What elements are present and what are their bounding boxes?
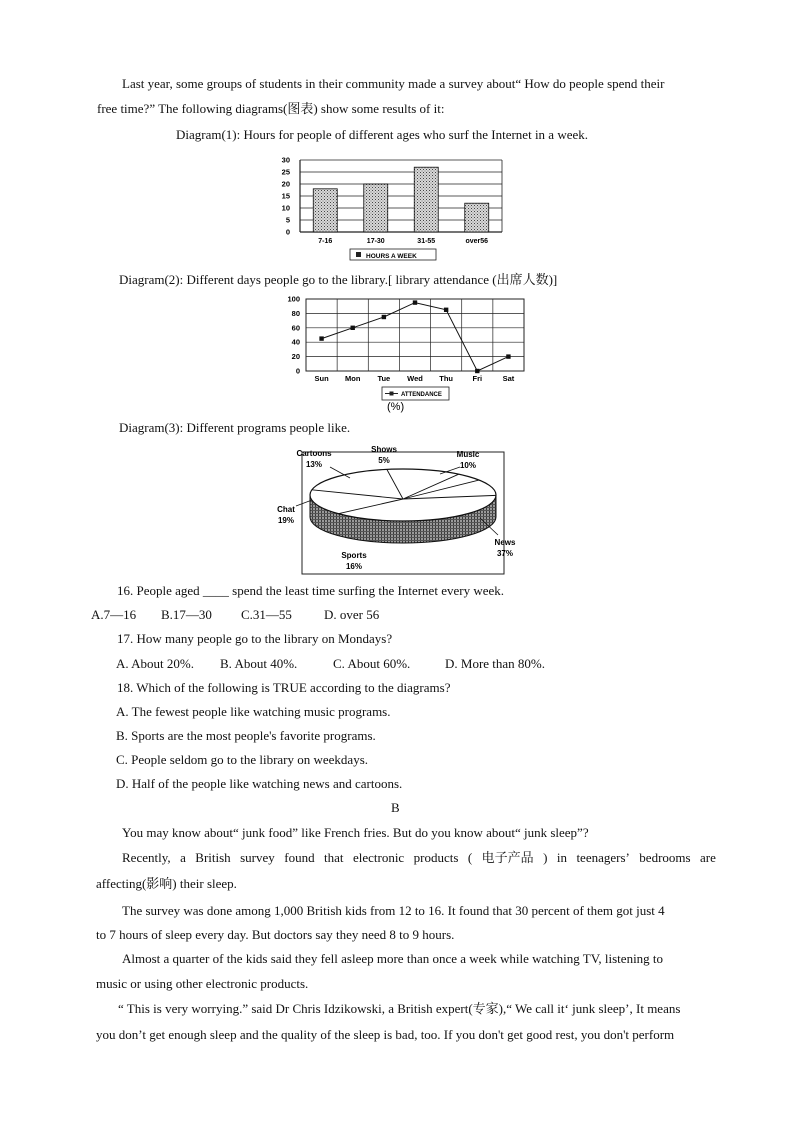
passage-p2-line-1	[122, 850, 716, 866]
q18-option-d[interactable]: D. Half of the people like watching news and cartoons.	[116, 776, 403, 791]
y-tick-label: 60	[291, 323, 300, 333]
intro-line-1: Last year, some groups of students in their community made a survey about“ How do people spend their	[122, 76, 665, 91]
passage-p3-line-1: The survey was done among 1,000 British kids from 12 to 16. It found that 30 percent of them got just 4	[122, 903, 665, 918]
y-tick-label: 15	[281, 191, 290, 201]
slice-label-Cartoons: Cartoons	[296, 449, 332, 458]
word: found	[284, 850, 315, 865]
slice-pct-Cartoons: 13%	[305, 460, 323, 469]
slice-label-Shows: Shows	[371, 445, 397, 454]
y-tick-label: 20	[291, 352, 300, 362]
x-tick-label: Thu	[439, 374, 454, 383]
q18-option-c[interactable]: C. People seldom go to the library on weekdays.	[116, 752, 369, 767]
word: Recently,	[122, 850, 171, 865]
q17-option-a[interactable]: A. About 20%.	[116, 656, 194, 671]
legend-marker-icon	[356, 252, 361, 257]
section-b-heading: B	[391, 800, 400, 815]
x-tick-label: Sat	[502, 374, 515, 383]
y-tick-label: 80	[291, 308, 300, 318]
word: (	[467, 850, 473, 865]
slice-pct-Sports: 16%	[345, 562, 363, 571]
legend-label: ATTENDANCE	[401, 392, 442, 398]
x-tick-label: 7-16	[318, 238, 333, 245]
passage-p3-line-2: to 7 hours of sleep every day. But doctors say they need 8 to 9 hours.	[96, 927, 455, 942]
x-tick-label: Tue	[377, 374, 391, 383]
word: are	[700, 850, 716, 865]
y-tick-label: 40	[291, 337, 300, 347]
word: electronic	[352, 850, 405, 865]
q18-option-b[interactable]: B. Sports are the most people's favorite programs.	[116, 728, 376, 743]
q18-stem: 18. Which of the following is TRUE according to the diagrams?	[117, 680, 451, 695]
diagram2-line-chart	[284, 294, 529, 414]
slice-label-News: News	[494, 538, 516, 547]
point-Sat	[506, 354, 510, 358]
passage-p4-line-1: Almost a quarter of the kids said they fell asleep more than once a week while watching TV, listening to	[122, 951, 664, 966]
passage-p1: You may know about“ junk food” like French fries. But do you know about“ junk sleep”?	[122, 825, 589, 840]
q17-option-d[interactable]: D. More than 80%.	[445, 656, 546, 671]
word: bedrooms	[639, 850, 691, 865]
q16-option-b[interactable]: B.17—30	[161, 607, 212, 622]
slice-pct-Chat: 19%	[277, 516, 295, 525]
point-Tue	[382, 315, 386, 319]
slice-label-Music: Music	[456, 450, 480, 459]
x-tick-label: Wed	[407, 374, 423, 383]
pie-top	[310, 469, 496, 521]
point-Sun	[319, 336, 323, 340]
slice-pct-Music: 10%	[459, 461, 477, 470]
word: products	[413, 850, 459, 865]
y-tick-label: 25	[281, 167, 290, 177]
series-line-attendance	[322, 303, 509, 371]
diagram1-caption: Diagram(1): Hours for people of different ages who surf the Internet in a week.	[176, 127, 589, 142]
q18-option-a[interactable]: A. The fewest people like watching music programs.	[116, 704, 391, 719]
y-tick-label: 20	[281, 179, 290, 189]
word: that	[324, 850, 344, 865]
diagram1-bar-chart	[270, 148, 510, 264]
diagram1-legend	[350, 249, 436, 260]
passage-p5-line-2: you don’t get enough sleep and the quality of the sleep is bad, too. If you don't get good rest, you don't perform	[96, 1027, 675, 1042]
q16-option-a[interactable]: A.7—16	[91, 607, 137, 622]
x-tick-label: Sun	[314, 374, 329, 383]
point-Mon	[351, 326, 355, 330]
unit-note: (%)	[387, 401, 405, 413]
q16-stem: 16. People aged ____ spend the least time surfing the Internet every week.	[117, 583, 504, 598]
diagram2-caption: Diagram(2): Different days people go to the library.[ library attendance (出席人数)]	[119, 272, 558, 287]
y-tick-label: 30	[281, 155, 290, 165]
passage-p2-line-2: affecting(影响) their sleep.	[96, 876, 237, 891]
slice-pct-News: 37%	[496, 549, 514, 558]
q17-stem: 17. How many people go to the library on Mondays?	[117, 631, 393, 646]
word: a	[180, 850, 186, 865]
point-Wed	[413, 300, 417, 304]
legend-label: HOURS A WEEK	[366, 253, 417, 260]
y-tick-label: 100	[287, 294, 300, 304]
x-tick-label: 31-55	[417, 238, 436, 245]
q16-option-c[interactable]: C.31—55	[241, 607, 292, 622]
y-tick-label: 10	[281, 203, 290, 213]
word: survey	[240, 850, 275, 865]
plot-frame	[306, 299, 524, 371]
word: )	[543, 850, 548, 865]
bar-31-55	[414, 167, 438, 232]
word: British	[195, 850, 231, 865]
x-tick-label: Mon	[345, 374, 361, 383]
passage-p4-line-2: music or using other electronic products.	[96, 976, 309, 991]
slice-label-Chat: Chat	[277, 505, 295, 514]
q17-option-c[interactable]: C. About 60%.	[333, 656, 411, 671]
x-tick-label: over56	[465, 238, 489, 245]
bar-over56	[465, 203, 489, 232]
diagram3-pie-chart	[270, 440, 530, 576]
word: teenagers’	[576, 850, 630, 865]
y-tick-label: 5	[285, 215, 290, 225]
diagram3-caption: Diagram(3): Different programs people like.	[119, 420, 351, 435]
y-tick-label: 0	[295, 366, 300, 376]
diagram2-legend	[382, 387, 449, 413]
intro-line-2: free time?” The following diagrams(图表) show some results of it:	[97, 101, 445, 116]
q17-option-b[interactable]: B. About 40%.	[220, 656, 298, 671]
legend-marker-icon	[390, 392, 394, 396]
point-Fri	[475, 369, 479, 373]
q16-option-d[interactable]: D. over 56	[324, 607, 380, 622]
y-tick-label: 0	[285, 227, 290, 237]
bar-7-16	[313, 189, 337, 232]
word: in	[556, 850, 567, 865]
bar-17-30	[364, 184, 388, 232]
slice-label-Sports: Sports	[341, 551, 367, 560]
passage-p5-line-1: “ This is very worrying.” said Dr Chris Idzikowski, a British expert(专家),“ We call it‘ junk sleep’, It means	[118, 1001, 681, 1016]
x-tick-label: Fri	[472, 374, 483, 383]
word: 电子产品	[481, 850, 534, 865]
slice-pct-Shows: 5%	[378, 456, 390, 465]
point-Thu	[444, 308, 448, 312]
x-tick-label: 17-30	[366, 238, 385, 245]
